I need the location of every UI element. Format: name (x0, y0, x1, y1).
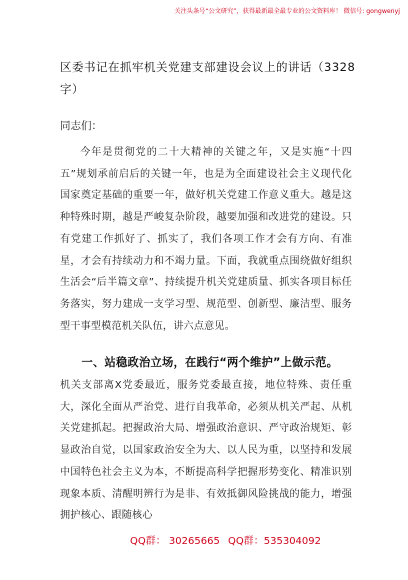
footer-contact (0, 532, 408, 548)
document-title: 区委书记在抓牢机关党建支部建设会议上的讲话（3328字） (60, 60, 356, 96)
salutation: 同志们： (60, 120, 102, 132)
qq-group-1: QQ群： 30265665 (130, 536, 220, 547)
paragraph-intro: 今年是贯彻党的二十大精神的关键之年，又是实施“十四五”规划承前启后的关键一年，也是为全面建设社会主义现代化国家奠定基础的重要一年，做好机关党建工作意义重大。越是这种特殊时期，越是严峻复杂阶段，越要加强和改进党的建设。只有党建工作抓好了、抓实了，我们各项工作才会有方向、有准星，才会有持续动力和不竭力量。下面，我就重点围绕做好组织生活会“后半篇文章”、持续提升机关党建质量、抓实各项目标任务落实，努力建成一支学习型、规范型、创新型、廉洁型、服务型干事型模范机关队伍，讲六点意见。 (60, 147, 352, 332)
section-heading-1: 一、站稳政治立场，在践行“两个维护”上做示范。 (81, 356, 339, 369)
paragraph-section-1: 机关支部离X党委最近，服务党委最直接，地位特殊、责任重大，深化全面从严治党、进行自我革命，必须从机关严起、从机关党建抓起。把握政治大局、增强政治意识、严守政治规矩、彰显政治自觉，以国家政治安全为大、以人民为重，以坚持和发展中国特色社会主义为本，不断提高科学把握形势变化、精准识别现象本质、清醒明辨行为是非、有效抵御风险挑战的能力，增强拥护核心、跟随核心 (60, 380, 352, 522)
qq-group-2: QQ群：535304092 (228, 536, 322, 547)
top-banner: 关注头条号“公文研究”，获得最新最全最专业的公文资料库！ 微信号: gongwenyj (174, 8, 400, 15)
